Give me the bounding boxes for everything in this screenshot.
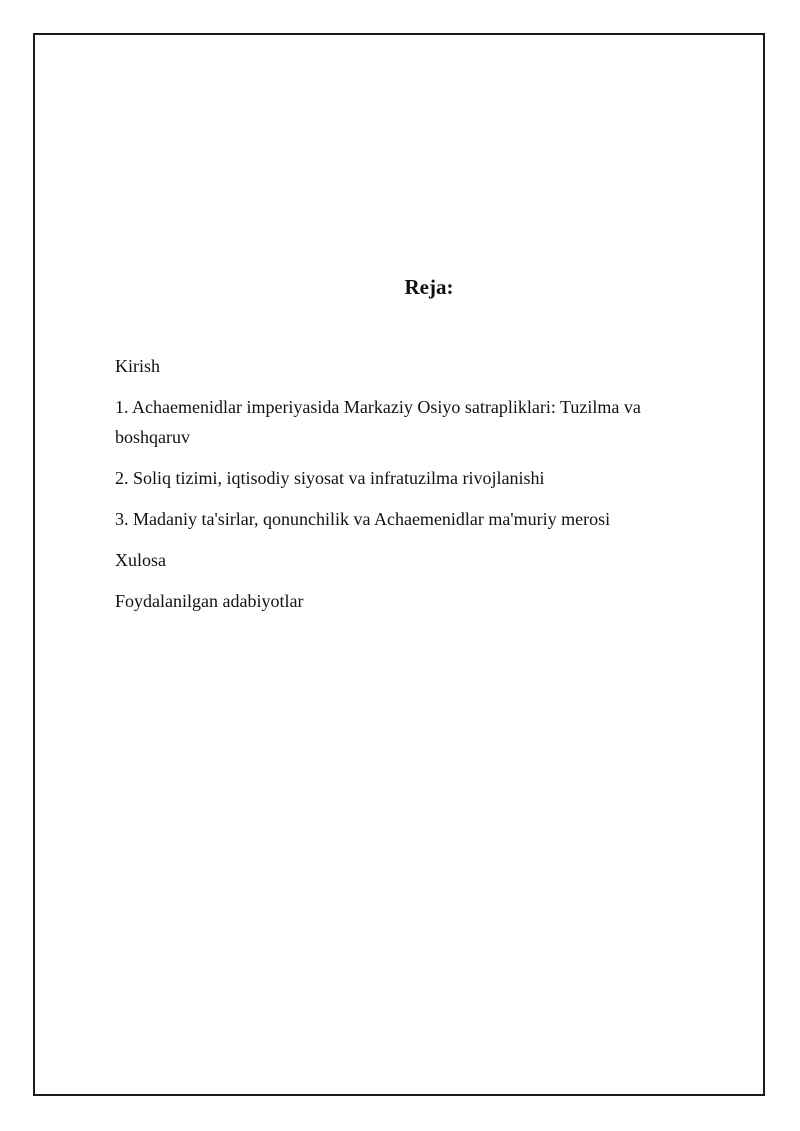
plan-item-conclusion: Xulosa [115,550,166,570]
plan-item-introduction: Kirish [115,356,160,376]
plan-item-references: Foydalanilgan adabiyotlar [115,591,304,611]
page-title: Reja: [404,275,454,299]
plan-item-chapter-3: 3. Madaniy ta'sirlar, qonunchilik va Achaemenidlar ma'muriy merosi [115,509,611,529]
plan-item-chapter-2: 2. Soliq tizimi, iqtisodiy siyosat va infratuzilma rivojlanishi [115,468,545,488]
plan-list [115,351,695,627]
plan-item-chapter-1: 1. Achaemenidlar imperiyasida Markaziy Osiyo satrapliklari: Tuzilma va boshqaruv [115,397,641,447]
